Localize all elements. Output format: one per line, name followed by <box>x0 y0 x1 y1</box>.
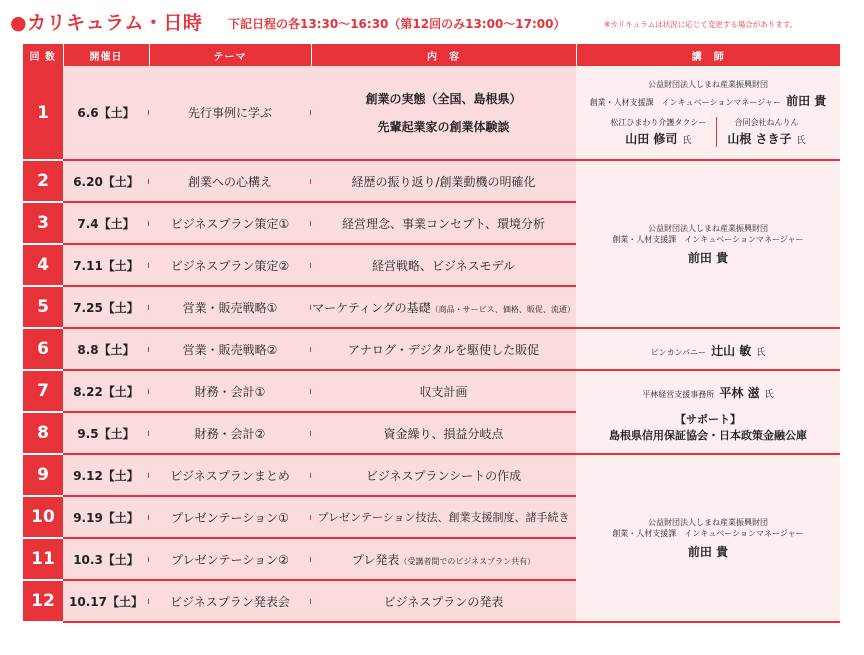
table-row <box>23 160 840 202</box>
page-title: ●カリキュラム・日時 <box>10 12 203 34</box>
lecturer-name: 前田 貴 <box>687 544 729 559</box>
lecturer-name: 前田 貴 <box>687 250 729 265</box>
session-theme <box>149 580 311 622</box>
lecturer-cell-3 <box>576 328 840 370</box>
session-number: 9 <box>23 454 63 496</box>
session-theme <box>149 328 311 370</box>
lecturer-title: 創業・人材支援課 インキュベーションマネージャー <box>589 97 782 107</box>
lecturer-cell-5 <box>576 454 840 622</box>
honorific: 氏 <box>796 135 806 146</box>
table-header-row <box>23 44 840 66</box>
session-date <box>63 202 149 244</box>
session-number: 7 <box>23 370 63 412</box>
content-text: マーケティングの基礎 <box>312 300 431 315</box>
session-number: 11 <box>23 538 63 580</box>
session-date <box>63 286 149 328</box>
session-theme <box>149 538 311 580</box>
session-content: 収支計画 <box>311 370 576 412</box>
support-orgs: 島根県信用保証協会・日本政策金融公庫 <box>609 428 807 442</box>
session-number: 4 <box>23 244 63 286</box>
schedule-time-text: 下記日程の各13:30〜16:30（第12回のみ13:00〜17:00） <box>228 17 566 31</box>
session-number: 3 <box>23 202 63 244</box>
page-header <box>10 8 860 36</box>
session-number: 1 <box>23 66 63 160</box>
theme-text: 財務・会計① <box>194 384 266 399</box>
theme-text: プレゼンテーション① <box>171 510 289 525</box>
content-line: 創業の実態（全国、島根県） <box>365 91 522 106</box>
lecturer-cell-4 <box>576 370 840 454</box>
theme-text: ビジネスプラン策定② <box>170 258 290 273</box>
col-header-date: 開催日 <box>63 44 149 66</box>
session-content: アナログ・デジタルを駆使した販促 <box>311 328 576 370</box>
lecturer-name: 前田 貴 <box>786 93 827 108</box>
session-date <box>63 370 149 412</box>
session-theme <box>149 496 311 538</box>
session-content: 資金繰り、損益分岐点 <box>311 412 576 454</box>
session-content <box>311 286 576 328</box>
session-date <box>63 66 149 160</box>
content-text: プレ発表 <box>351 552 400 567</box>
lecturer-org: 合同会社ねんりん <box>734 117 799 127</box>
session-number: 2 <box>23 160 63 202</box>
lecturer-name: 山根 さき子 <box>727 131 792 146</box>
session-theme <box>149 370 311 412</box>
date-text: 7.11【土】 <box>73 258 139 273</box>
date-text: 10.17【土】 <box>69 594 143 609</box>
date-text: 9.19【土】 <box>73 510 139 525</box>
session-number: 5 <box>23 286 63 328</box>
table-row <box>23 328 840 370</box>
theme-text: プレゼンテーション② <box>171 552 289 567</box>
session-content: 経歴の振り返り/創業動機の明確化 <box>311 160 576 202</box>
content-detail: （商品・サービス、価格、販促、流通） <box>430 304 575 314</box>
lecturer-org: 松江ひまわり介護タクシー <box>610 117 707 127</box>
curriculum-table <box>23 44 840 623</box>
col-header-theme: テーマ <box>149 44 311 66</box>
theme-text: 営業・販売戦略② <box>182 342 278 357</box>
theme-text: 営業・販売戦略① <box>182 300 278 315</box>
session-theme <box>149 412 311 454</box>
change-note: ※カリキュラムは状況に応じて変更する場合があります。 <box>604 20 798 29</box>
theme-text: ビジネスプランまとめ <box>170 468 290 483</box>
date-text: 7.25【土】 <box>73 300 139 315</box>
theme-text: ビジネスプラン策定① <box>170 216 290 231</box>
table-row <box>23 370 840 412</box>
session-date <box>63 412 149 454</box>
honorific: 氏 <box>682 135 692 146</box>
session-content: ビジネスプランシートの作成 <box>311 454 576 496</box>
date-text: 6.6【土】 <box>77 106 135 120</box>
theme-text: 創業への心構え <box>187 174 272 189</box>
lecturer-title: 創業・人材支援課 インキュベーションマネージャー <box>612 234 804 244</box>
session-number: 12 <box>23 580 63 622</box>
session-theme <box>149 286 311 328</box>
date-text: 8.8【土】 <box>77 342 135 357</box>
session-theme <box>149 454 311 496</box>
date-text: 10.3【土】 <box>73 552 139 567</box>
lecturer-cell-2 <box>576 160 840 328</box>
session-theme <box>149 244 311 286</box>
lecturer-org: 公益財団法人しまね産業振興財団 <box>648 79 768 89</box>
theme-text: ビジネスプラン発表会 <box>170 594 290 609</box>
support-label: 【サポート】 <box>675 412 741 426</box>
table-row <box>23 66 840 160</box>
lecturer-cell-1 <box>576 66 840 160</box>
session-content <box>311 66 576 160</box>
session-content: 経営戦略、ビジネスモデル <box>311 244 576 286</box>
session-date <box>63 328 149 370</box>
content-line: 先輩起業家の創業体験談 <box>377 119 510 134</box>
col-header-content: 内 容 <box>311 44 576 66</box>
session-number: 10 <box>23 496 63 538</box>
lecturer-org: 公益財団法人しまね産業振興財団 <box>648 517 768 527</box>
session-date <box>63 538 149 580</box>
lecturer-name: 山田 修司 <box>625 131 678 146</box>
lecturer-org: ピンカンパニー <box>650 347 707 357</box>
honorific: 氏 <box>756 347 766 358</box>
lecturer-name: 辻山 敏 <box>711 343 752 358</box>
honorific: 氏 <box>764 389 774 400</box>
date-text: 9.5【土】 <box>77 426 135 441</box>
theme-text: 先行事例に学ぶ <box>187 106 272 120</box>
session-theme <box>149 66 311 160</box>
content-detail: （受講者間でのビジネスプラン共有） <box>399 556 536 566</box>
session-date <box>63 244 149 286</box>
session-date <box>63 580 149 622</box>
theme-text: 財務・会計② <box>194 426 266 441</box>
lecturer-org: 公益財団法人しまね産業振興財団 <box>648 223 768 233</box>
session-date <box>63 496 149 538</box>
session-date <box>63 160 149 202</box>
session-date <box>63 454 149 496</box>
table-row <box>23 454 840 496</box>
date-text: 7.4【土】 <box>77 216 135 231</box>
date-text: 8.22【土】 <box>73 384 139 399</box>
session-number: 6 <box>23 328 63 370</box>
lecturer-title: 創業・人材支援課 インキュベーションマネージャー <box>612 528 804 538</box>
col-header-num: 回 数 <box>23 44 63 66</box>
session-content: 経営理念、事業コンセプト、環境分析 <box>311 202 576 244</box>
session-theme <box>149 202 311 244</box>
date-text: 9.12【土】 <box>73 468 139 483</box>
session-content: プレゼンテーション技法、創業支援制度、諸手続き <box>311 496 576 538</box>
col-header-lecturer: 講 師 <box>576 44 840 66</box>
lecturer-name: 平林 滋 <box>719 385 760 400</box>
session-content <box>311 538 576 580</box>
date-text: 6.20【土】 <box>73 174 139 189</box>
session-content: ビジネスプランの発表 <box>311 580 576 622</box>
lecturer-org: 平林経営支援事務所 <box>642 389 715 399</box>
session-number: 8 <box>23 412 63 454</box>
session-theme <box>149 160 311 202</box>
